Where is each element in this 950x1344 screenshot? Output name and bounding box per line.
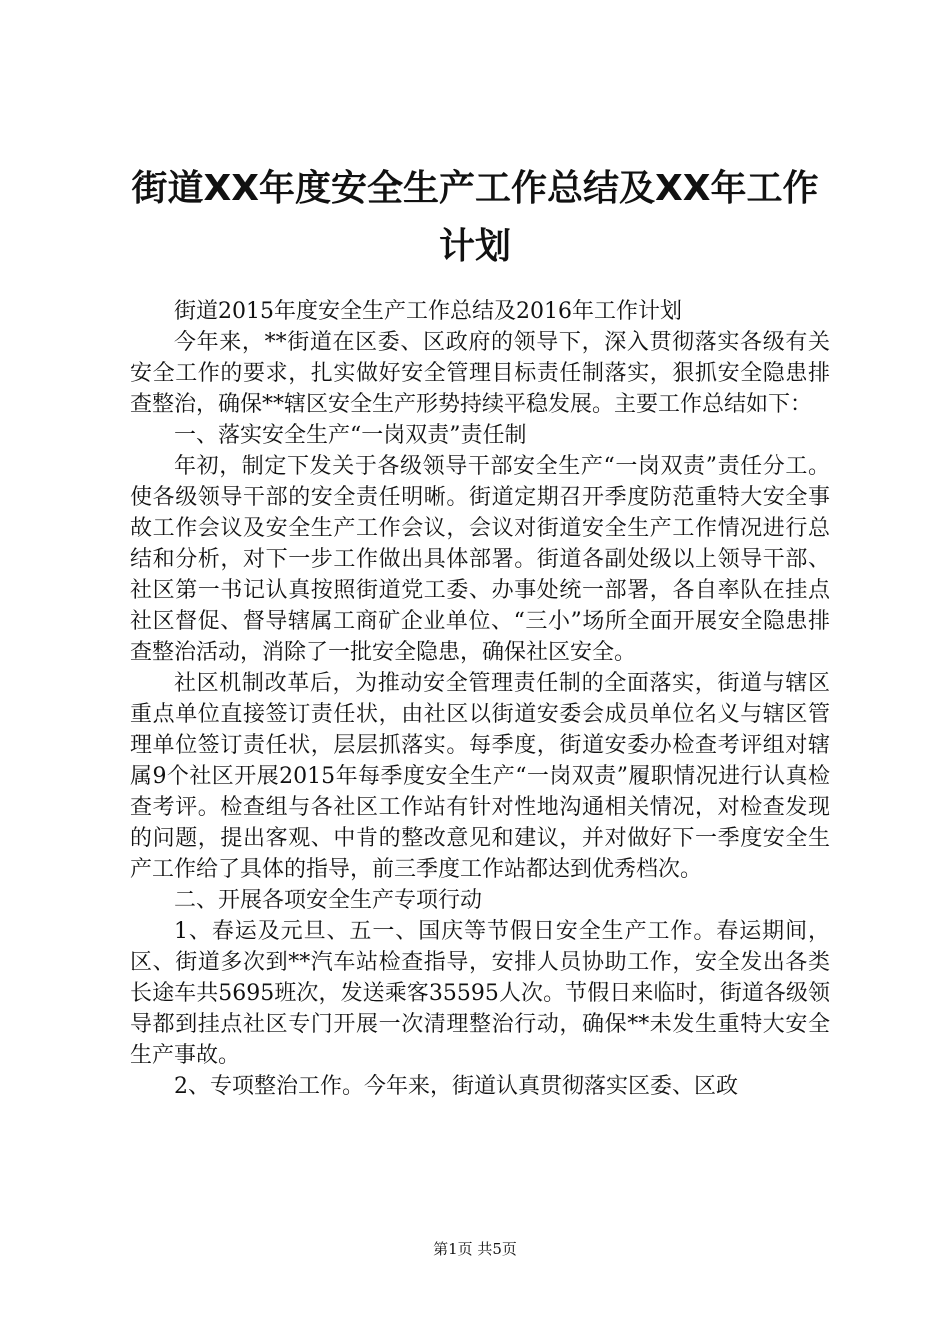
- document-title: 街道XX年度安全生产工作总结及XX年工作计划: [131, 168, 819, 267]
- document-body: [130, 296, 830, 1102]
- section-heading-1: 一、落实安全生产“一岗双责”责任制: [174, 423, 527, 448]
- page-number-footer: 第1页 共5页: [433, 1240, 517, 1258]
- section-heading-2: 二、开展各项安全生产专项行动: [174, 888, 483, 913]
- intro-paragraph: 今年来，**街道在区委、区政府的领导下，深入贯彻落实各级有关安全工作的要求，扎实做好安全管理目标责任制落实，狠抓安全隐患排查整治，确保**辖区安全生产形势持续平稳发展。主要工作总结如下：: [130, 330, 830, 417]
- body-paragraph: 2、专项整治工作。今年来，街道认真贯彻落实区委、区政: [174, 1074, 738, 1099]
- body-paragraph: 年初，制定下发关于各级领导干部安全生产“一岗双责”责任分工。使各级领导干部的安全责任明晰。街道定期召开季度防范重特大安全事故工作会议及安全生产工作会议，会议对街道安全生产工作情况进行总结和分析，对下一步工作做出具体部署。街道各副处级以上领导干部、社区第一书记认真按照街道党工委、办事处统一部署，各自率队在挂点社区督促、督导辖属工商矿企业单位、“三小”场所全面开展安全隐患排查整治活动，消除了一批安全隐患，确保社区安全。: [130, 454, 830, 665]
- body-paragraph: 社区机制改革后，为推动安全管理责任制的全面落实，街道与辖区重点单位直接签订责任状，由社区以街道安委会成员单位名义与辖区管理单位签订责任状，层层抓落实。每季度，街道安委办检查考评组对辖属9个社区开展2015年每季度安全生产“一岗双责”履职情况进行认真检查考评。检查组与各社区工作站有针对性地沟通相关情况，对检查发现的问题，提出客观、中肯的整改意见和建议，并对做好下一季度安全生产工作给了具体的指导，前三季度工作站都达到优秀档次。: [130, 671, 830, 882]
- body-paragraph: 1、春运及元旦、五一、国庆等节假日安全生产工作。春运期间，区、街道多次到**汽车站检查指导，安排人员协助工作，安全发出各类长途车共5695班次，发送乘客35595人次。节假日来临时，街道各级领导都到挂点社区专门开展一次清理整治行动，确保**未发生重特大安全生产事故。: [130, 919, 830, 1068]
- subtitle-paragraph: 街道2015年度安全生产工作总结及2016年工作计划: [174, 299, 682, 324]
